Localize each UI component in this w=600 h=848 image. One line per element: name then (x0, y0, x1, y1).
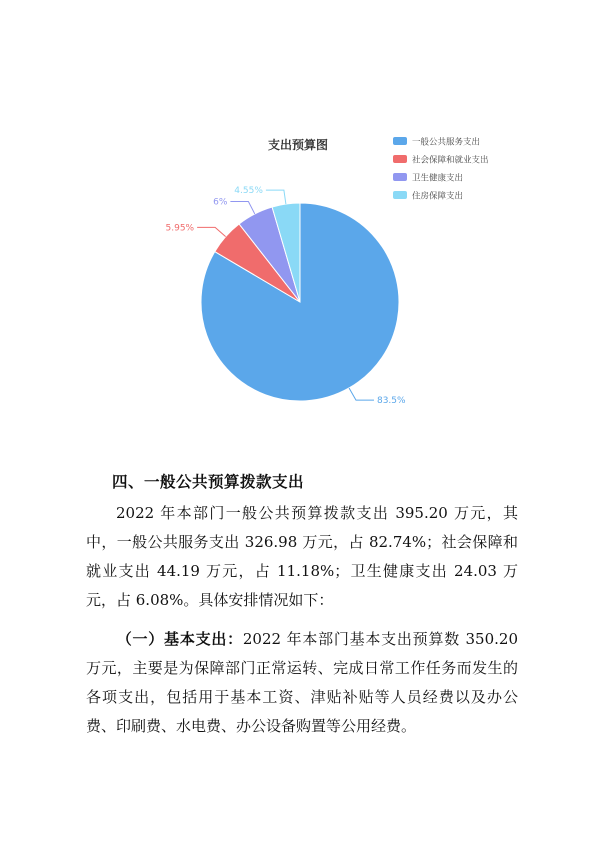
chart-title: 支出预算图 (267, 138, 329, 152)
pie-label-0: 83.5% (376, 396, 406, 407)
basic-expenditure-body: 2022 年本部门基本支出预算数 350.20 万元，主要是为保障部门正常运转、完成日常工作任务而发生的各项支出，包括用于基本工资、津贴补贴等人员经费以及办公费、印刷费、水电费、办公设备购置等公用经费。 (86, 630, 518, 735)
section-title: 四、一般公共预算拨款支出 (112, 473, 305, 491)
paragraph-general-budget-text: 2022 年本部门一般公共预算拨款支出 395.20 万元，其中，一般公共服务支出 326.98 万元，占 82.74%；社会保障和就业支出 44.19 万元，占 11.18%；卫生健康支出 24.03 万元，占 6.08%。具体安排情况如下： (86, 504, 518, 609)
paragraph-basic-expenditure (86, 625, 518, 741)
paragraph-general-budget (86, 499, 518, 615)
pie-slices (201, 203, 399, 401)
legend-swatch-2 (393, 173, 407, 181)
pie-leader-3 (266, 190, 286, 204)
pie-leader-1 (197, 227, 226, 236)
expenditure-pie-chart (150, 125, 550, 425)
pie-label-1: 5.95% (165, 223, 195, 234)
legend-swatch-1 (393, 155, 407, 163)
basic-expenditure-heading: （一）基本支出： (116, 630, 243, 648)
pie-label-3: 4.55% (234, 186, 263, 197)
legend-label-1: 社会保障和就业支出 (412, 155, 489, 166)
legend-label-2: 卫生健康支出 (412, 173, 464, 184)
legend-label-0: 一般公共服务支出 (412, 137, 481, 148)
pie-leader-0 (349, 388, 374, 400)
legend-label-3: 住房保障支出 (412, 191, 464, 202)
legend-swatch-0 (393, 137, 407, 145)
pie-label-2: 6% (213, 197, 228, 208)
legend-swatch-3 (393, 191, 407, 199)
pie-leader-2 (230, 201, 254, 213)
chart-legend (393, 137, 489, 202)
